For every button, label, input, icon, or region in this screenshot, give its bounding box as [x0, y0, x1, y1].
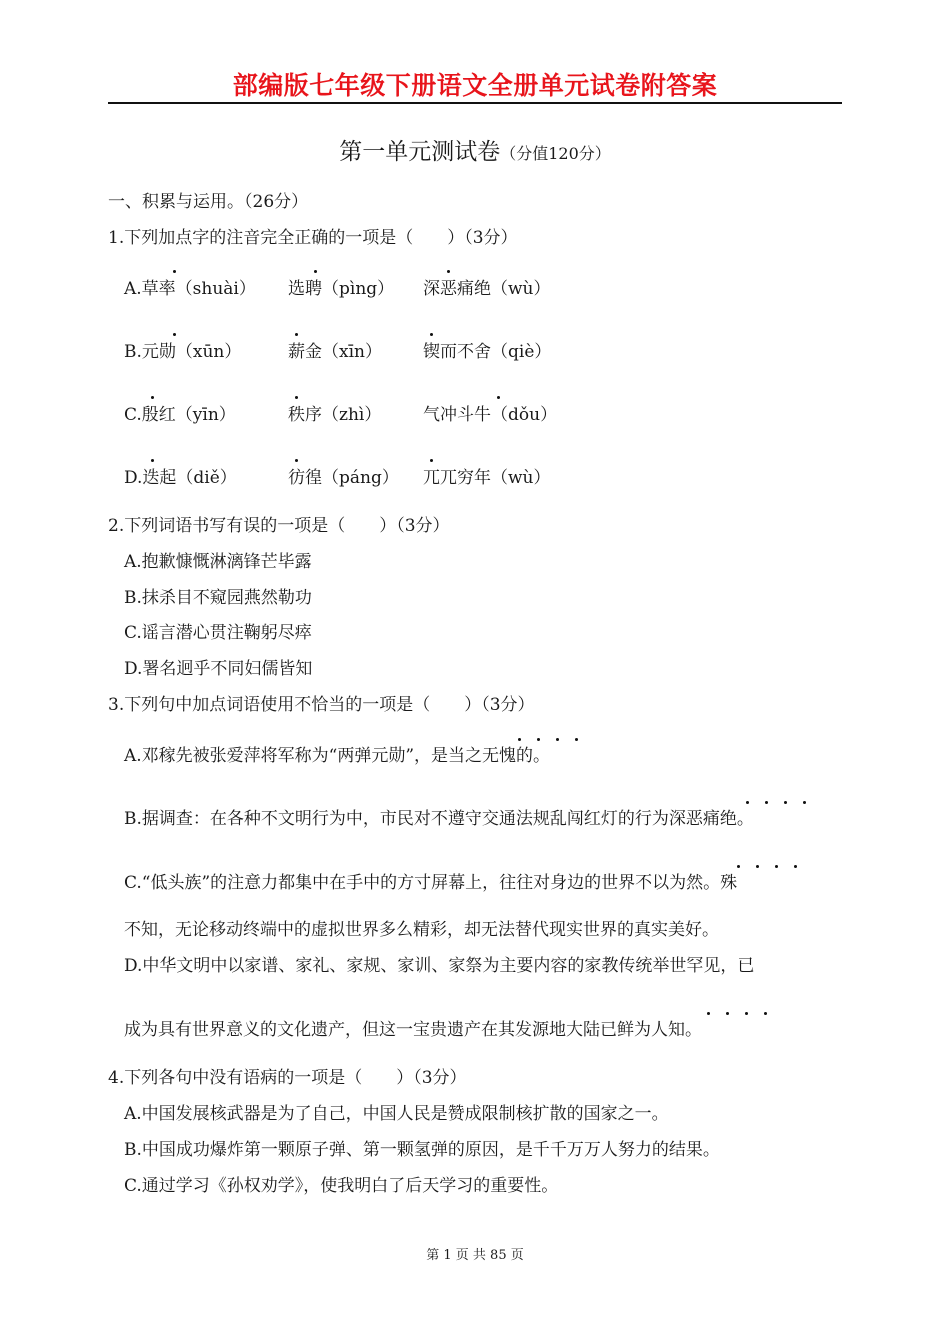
emphasis-dot — [707, 1012, 710, 1015]
q4-stem: 4.下列各句中没有语病的一项是（ ）（3分） — [108, 1068, 467, 1088]
q4-option-a: A.中国发展核武器是为了自己，中国人民是赞成限制核扩散的国家之一。 — [124, 1104, 669, 1124]
emphasis-dot — [575, 738, 578, 741]
emphasis-dot — [173, 270, 176, 273]
banner-underline — [108, 102, 842, 104]
emphasis-dot — [151, 459, 154, 462]
q2-option-c: C.谣言潜心贯注鞠躬尽瘁 — [124, 623, 312, 643]
emphasis-dot — [497, 396, 500, 399]
q1-option-a-word1: A.草率（shuài） — [124, 279, 256, 299]
q3-option-d-line1: D.中华文明中以家谱、家礼、家规、家训、家祭为主要内容的家教传统举世罕见，已 — [124, 956, 755, 976]
emphasis-dot — [295, 459, 298, 462]
emphasis-dot — [794, 865, 797, 868]
q1-option-b-word3: 锲而不舍（qiè） — [423, 342, 552, 362]
q1-option-a-word2: 选聘（pìng） — [288, 279, 395, 299]
q1-option-b-word1: B.元勋（xūn） — [124, 342, 242, 362]
q3-option-a: A.邓稼先被张爱萍将军称为“两弹元勋”，是当之无愧的。 — [124, 746, 551, 766]
emphasis-dot — [756, 865, 759, 868]
emphasis-dot — [784, 801, 787, 804]
emphasis-dot — [775, 865, 778, 868]
emphasis-dot — [726, 1012, 729, 1015]
emphasis-dot — [295, 396, 298, 399]
q1-option-c-word3: 气冲斗牛（dǒu） — [423, 405, 558, 425]
q1-option-c-word1: C.殷红（yīn） — [124, 405, 236, 425]
q3-option-c-line2: 不知，无论移动终端中的虚拟世界多么精彩，却无法替代现实世界的真实美好。 — [124, 920, 719, 940]
emphasis-dot — [556, 738, 559, 741]
test-title-score: （分值120分） — [500, 144, 611, 163]
q2-option-d: D.署名迥乎不同妇儒皆知 — [124, 659, 313, 679]
emphasis-dot — [745, 1012, 748, 1015]
q1-stem: 1.下列加点字的注音完全正确的一项是（ ）（3分） — [108, 228, 518, 248]
q1-option-c-word2: 秩序（zhì） — [288, 405, 382, 425]
page-number: 第 1 页 共 85 页 — [426, 1248, 524, 1263]
emphasis-dot — [746, 801, 749, 804]
emphasis-dot — [151, 396, 154, 399]
q1-option-a-word3: 深恶痛绝（wù） — [423, 279, 551, 299]
q4-option-c: C.通过学习《孙权劝学》，使我明白了后天学习的重要性。 — [124, 1176, 559, 1196]
emphasis-dot — [764, 1012, 767, 1015]
emphasis-dot — [314, 270, 317, 273]
emphasis-dot — [430, 333, 433, 336]
q3-stem: 3.下列句中加点词语使用不恰当的一项是（ ）（3分） — [108, 695, 535, 715]
q3-option-b: B.据调查：在各种不文明行为中，市民对不遵守交通法规乱闯红灯的行为深恶痛绝。 — [124, 809, 754, 829]
emphasis-dot — [430, 459, 433, 462]
q1-option-d-word3: 兀兀穷年（wù） — [423, 468, 551, 488]
q2-stem: 2.下列词语书写有误的一项是（ ）（3分） — [108, 516, 450, 536]
test-title — [0, 136, 950, 170]
emphasis-dot — [295, 333, 298, 336]
q1-option-b-word2: 薪金（xīn） — [288, 342, 382, 362]
q2-option-a: A.抱歉慷慨淋漓锋芒毕露 — [124, 552, 312, 572]
q1-option-d-word1: D.迭起（diě） — [124, 468, 237, 488]
q2-option-b: B.抹杀目不窥园燕然勒功 — [124, 588, 312, 608]
test-title-main: 第一单元测试卷 — [339, 139, 501, 165]
emphasis-dot — [737, 865, 740, 868]
emphasis-dot — [518, 738, 521, 741]
emphasis-dot — [173, 333, 176, 336]
emphasis-dot — [803, 801, 806, 804]
emphasis-dot — [765, 801, 768, 804]
emphasis-dot — [447, 270, 450, 273]
q3-option-d-line2: 成为具有世界意义的文化遗产，但这一宝贵遗产在其发源地大陆已鲜为人知。 — [124, 1020, 702, 1040]
q4-option-b: B.中国成功爆炸第一颗原子弹、第一颗氢弹的原因，是千千万万人努力的结果。 — [124, 1140, 720, 1160]
section-heading: 一、积累与运用。（26分） — [108, 192, 309, 212]
emphasis-dot — [537, 738, 540, 741]
document-banner-title: 部编版七年级下册语文全册单元试卷附答案 — [232, 71, 718, 100]
q3-option-c-line1: C.“低头族”的注意力都集中在手中的方寸屏幕上，往往对身边的世界不以为然。殊 — [124, 873, 738, 893]
q1-option-d-word2: 彷徨（páng） — [288, 468, 399, 488]
